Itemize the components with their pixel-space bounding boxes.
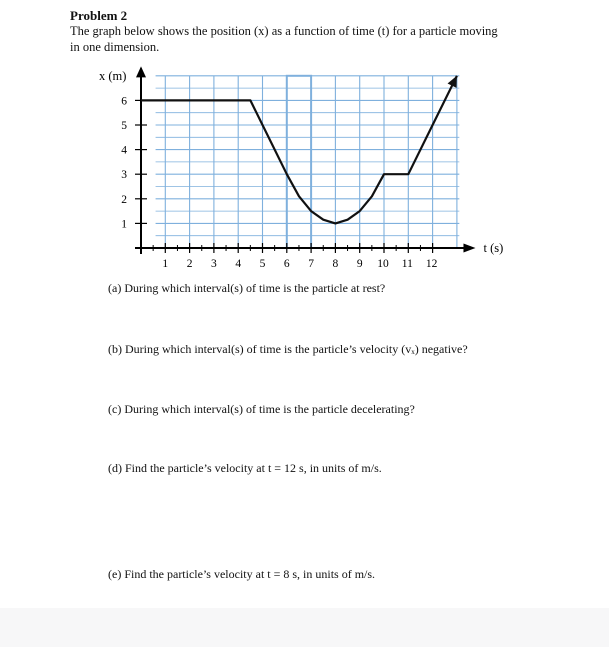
x-tick-label: 9 [356, 258, 363, 270]
y-tick-label: 5 [121, 120, 127, 132]
x-tick-label: 10 [377, 258, 389, 270]
y-tick-label: 4 [121, 144, 127, 157]
x-tick-label: 6 [283, 258, 290, 270]
problem-title: Problem 2 [70, 8, 128, 23]
question-e: (e) Find the particle’s velocity at t = 8 s, in units of m/s. [108, 567, 376, 581]
x-tick-label: 5 [259, 258, 266, 270]
x-tick-label: 7 [308, 258, 314, 270]
position-time-graph [0, 0, 609, 290]
x-tick-label: 12 [425, 258, 438, 270]
x-tick-label: 2 [186, 258, 193, 270]
x-axis-arrow [463, 244, 475, 253]
x-tick-label: 8 [332, 258, 339, 270]
axes [135, 66, 475, 254]
page-bottom-band [0, 608, 609, 647]
question-d: (d) Find the particle’s velocity at t = 12 s, in units of m/s. [108, 461, 382, 475]
x-tick-label: 4 [235, 258, 242, 270]
x-tick-label: 11 [401, 258, 413, 270]
question-b: (b) During which interval(s) of time is the particle’s velocity (vₓ) negative? [108, 342, 468, 356]
y-tick-label: 2 [121, 193, 127, 206]
y-tick-label: 3 [121, 169, 127, 182]
question-a: (a) During which interval(s) of time is the particle at rest? [108, 281, 386, 295]
x-tick-label: 3 [211, 258, 217, 270]
y-tick-label: 6 [121, 95, 127, 108]
x-tick-label: 1 [162, 258, 169, 270]
y-axis-label: x (m) [99, 68, 127, 83]
y-axis-arrow [136, 66, 146, 77]
x-axis-label: t (s) [483, 241, 504, 255]
y-tick-label: 1 [121, 218, 127, 231]
ticks [121, 95, 437, 270]
problem-intro: The graph below shows the position (x) as a function of time (t) for a particle moving in one dimension. [70, 24, 498, 54]
question-c: (c) During which interval(s) of time is the particle decelerating? [108, 402, 415, 416]
